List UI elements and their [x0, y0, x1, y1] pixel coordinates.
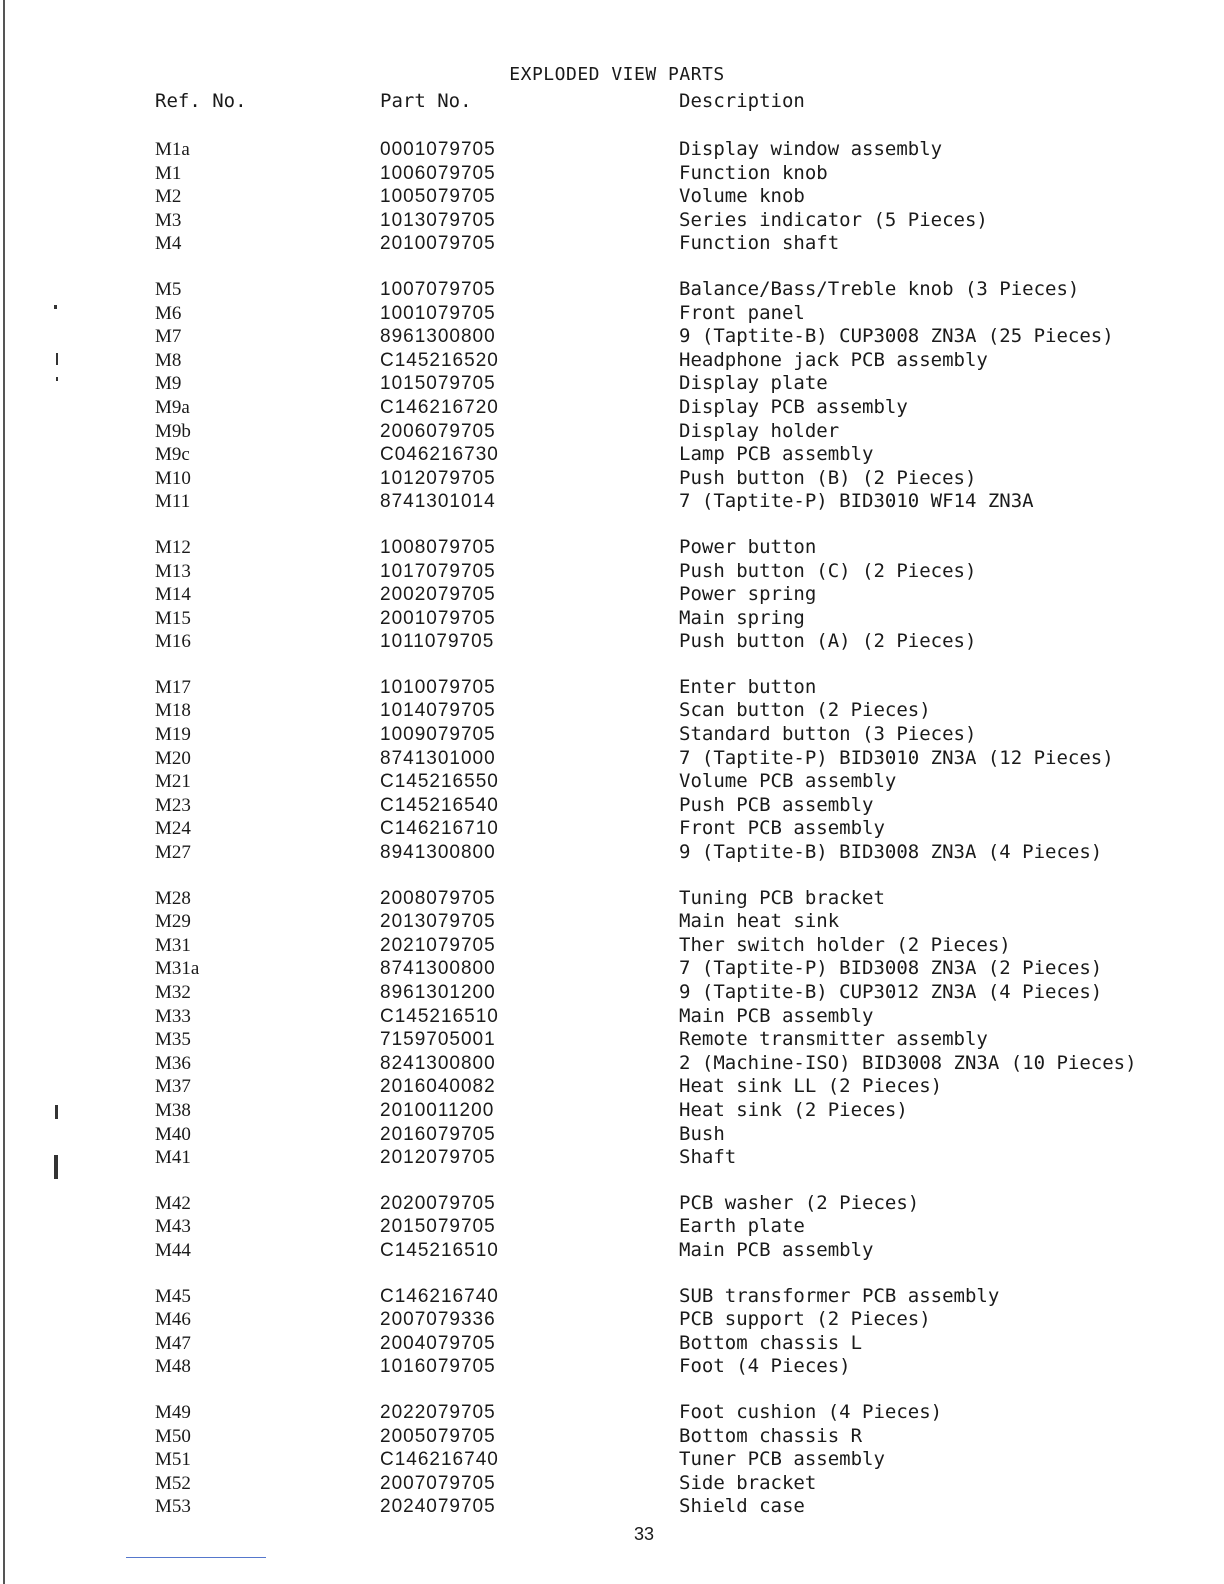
ref-cell: M20	[155, 747, 191, 769]
part-number-cell: 7159705001	[380, 1029, 496, 1051]
description-cell: Volume PCB assembly	[679, 770, 897, 793]
table-row	[0, 372, 1224, 396]
description-cell: Standard button (3 Pieces)	[679, 723, 977, 746]
ref-cell: M47	[155, 1332, 191, 1354]
part-number-cell: 8941300800	[380, 842, 496, 864]
description-cell: 9 (Taptite-B) CUP3008 ZN3A (25 Pieces)	[679, 325, 1114, 348]
ref-cell: M33	[155, 1005, 191, 1027]
table-row	[0, 841, 1224, 865]
part-number-cell: 2008079705	[380, 887, 496, 909]
ref-cell: M16	[155, 631, 191, 653]
part-number-cell: 2006079705	[380, 420, 496, 442]
part-number-cell: 1012079705	[380, 467, 496, 489]
description-cell: Earth plate	[679, 1215, 805, 1238]
table-row	[0, 278, 1224, 302]
row-group	[0, 536, 1224, 654]
part-number-cell: 1007079705	[380, 278, 496, 300]
table-row	[0, 209, 1224, 233]
table-row	[0, 1239, 1224, 1263]
part-number-cell: 1005079705	[380, 186, 496, 208]
ref-cell: M21	[155, 771, 191, 793]
part-number-cell: 2021079705	[380, 934, 496, 956]
part-number-cell: C146216740	[380, 1449, 499, 1471]
ref-cell: M14	[155, 584, 191, 606]
table-row	[0, 1495, 1224, 1519]
ref-cell: M15	[155, 607, 191, 629]
part-number-cell: C046216730	[380, 444, 499, 466]
part-number-cell: 8741300800	[380, 958, 496, 980]
table-row	[0, 1123, 1224, 1147]
description-cell: Shield case	[679, 1495, 805, 1518]
ref-cell: M6	[155, 302, 182, 324]
ref-cell: M50	[155, 1425, 191, 1447]
ref-cell: M41	[155, 1147, 191, 1169]
table-header	[0, 90, 1224, 116]
table-row	[0, 396, 1224, 420]
table-row	[0, 770, 1224, 794]
description-cell: Side bracket	[679, 1471, 817, 1494]
ref-cell: M13	[155, 560, 191, 582]
part-number-cell: 1009079705	[380, 724, 496, 746]
part-number-cell: 2020079705	[380, 1192, 496, 1214]
table-row	[0, 723, 1224, 747]
part-number-cell: 2022079705	[380, 1401, 496, 1423]
header-description: Description	[679, 90, 805, 112]
ref-cell: M4	[155, 233, 182, 255]
part-number-cell: C145216520	[380, 349, 499, 371]
description-cell: 9 (Taptite-B) BID3008 ZN3A (4 Pieces)	[679, 841, 1103, 864]
part-number-cell: 2016079705	[380, 1123, 496, 1145]
description-cell: Foot (4 Pieces)	[679, 1355, 851, 1378]
part-number-cell: 8961301200	[380, 982, 496, 1003]
table-row	[0, 232, 1224, 256]
table-row	[0, 1192, 1224, 1216]
part-number-cell: 2007079705	[380, 1472, 496, 1494]
description-cell: Front PCB assembly	[679, 817, 885, 840]
ref-cell: M32	[155, 982, 191, 1003]
ref-cell: M27	[155, 842, 191, 864]
table-row	[0, 1332, 1224, 1356]
description-cell: Bottom chassis R	[679, 1424, 863, 1447]
table-row	[0, 957, 1224, 981]
description-cell: 7 (Taptite-P) BID3010 ZN3A (12 Pieces)	[679, 746, 1114, 769]
part-number-cell: 8741301000	[380, 747, 496, 769]
part-number-cell: 1013079705	[380, 209, 496, 231]
table-row	[0, 467, 1224, 491]
part-number-cell: 2005079705	[380, 1425, 496, 1447]
description-cell: 9 (Taptite-B) CUP3012 ZN3A (4 Pieces)	[679, 981, 1103, 1003]
ref-cell: M51	[155, 1449, 191, 1471]
description-cell: Push PCB assembly	[679, 793, 874, 816]
part-number-cell: 2007079336	[380, 1309, 496, 1331]
table-row	[0, 934, 1224, 958]
ref-cell: M2	[155, 186, 182, 208]
description-cell: PCB support (2 Pieces)	[679, 1308, 931, 1331]
ref-cell: M40	[155, 1123, 191, 1145]
ref-cell: M52	[155, 1472, 191, 1494]
description-cell: Tuner PCB assembly	[679, 1448, 885, 1471]
table-row	[0, 981, 1224, 1005]
description-cell: 2 (Machine-ISO) BID3008 ZN3A (10 Pieces)	[679, 1051, 1137, 1074]
ref-cell: M1	[155, 162, 182, 184]
table-row	[0, 1146, 1224, 1170]
part-number-cell: 8961300800	[380, 326, 496, 348]
table-row	[0, 794, 1224, 818]
part-number-cell: C145216550	[380, 771, 499, 793]
ref-cell: M37	[155, 1076, 191, 1098]
ref-cell: M48	[155, 1356, 191, 1378]
table-row	[0, 138, 1224, 162]
part-number-cell: 1010079705	[380, 676, 496, 698]
description-cell: Main PCB assembly	[679, 1004, 874, 1027]
description-cell: Shaft	[679, 1146, 737, 1169]
description-cell: Remote transmitter assembly	[679, 1028, 988, 1051]
table-row	[0, 887, 1224, 911]
ref-cell: M17	[155, 676, 191, 698]
part-number-cell: 1001079705	[380, 302, 496, 324]
part-number-cell: 1017079705	[380, 560, 496, 582]
description-cell: Enter button	[679, 675, 817, 698]
description-cell: Volume knob	[679, 185, 805, 208]
table-row	[0, 1215, 1224, 1239]
table-row	[0, 185, 1224, 209]
table-row	[0, 817, 1224, 841]
ref-cell: M29	[155, 911, 191, 933]
description-cell: Display holder	[679, 419, 840, 442]
part-number-cell: C145216510	[380, 1005, 499, 1027]
scan-specks	[52, 305, 66, 1185]
speck	[56, 377, 58, 381]
ref-cell: M5	[155, 278, 182, 300]
table-row	[0, 443, 1224, 467]
table-row	[0, 1472, 1224, 1496]
table-row	[0, 560, 1224, 584]
ref-cell: M23	[155, 794, 191, 816]
description-cell: Series indicator (5 Pieces)	[679, 208, 988, 231]
ref-cell: M18	[155, 700, 191, 722]
speck	[54, 305, 57, 309]
ref-cell: M38	[155, 1099, 191, 1121]
description-cell: PCB washer (2 Pieces)	[679, 1191, 920, 1214]
description-cell: Bottom chassis L	[679, 1331, 863, 1354]
part-number-cell: C145216540	[380, 794, 499, 816]
description-cell: Function shaft	[679, 232, 840, 255]
row-group	[0, 138, 1224, 256]
description-cell: Push button (B) (2 Pieces)	[679, 466, 977, 489]
ref-cell: M45	[155, 1285, 191, 1307]
description-cell: Heat sink (2 Pieces)	[679, 1098, 908, 1121]
footnote-rule	[126, 1557, 266, 1558]
description-cell: Power button	[679, 535, 817, 558]
ref-cell: M53	[155, 1496, 191, 1518]
table-row	[0, 325, 1224, 349]
description-cell: SUB transformer PCB assembly	[679, 1284, 1000, 1307]
table-row	[0, 607, 1224, 631]
part-number-cell: 2016040082	[380, 1076, 496, 1098]
part-number-cell: 1008079705	[380, 536, 496, 558]
part-number-cell: 1014079705	[380, 700, 496, 722]
description-cell: 7 (Taptite-P) BID3010 WF14 ZN3A	[679, 490, 1034, 513]
description-cell: Main spring	[679, 606, 805, 629]
table-row	[0, 747, 1224, 771]
description-cell: Headphone jack PCB assembly	[679, 348, 988, 371]
part-number-cell: 2013079705	[380, 911, 496, 933]
row-group	[0, 278, 1224, 514]
table-row	[0, 910, 1224, 934]
table-row	[0, 1448, 1224, 1472]
description-cell: Display PCB assembly	[679, 395, 908, 418]
table-row	[0, 1355, 1224, 1379]
table-row	[0, 1285, 1224, 1309]
speck	[55, 1105, 58, 1119]
ref-cell: M19	[155, 724, 191, 746]
ref-cell: M49	[155, 1401, 191, 1423]
part-number-cell: C146216720	[380, 396, 499, 418]
table-row	[0, 302, 1224, 326]
part-number-cell: 1015079705	[380, 373, 496, 395]
speck	[56, 353, 58, 365]
ref-cell: M8	[155, 349, 182, 371]
page-title: EXPLODED VIEW PARTS	[509, 64, 725, 85]
part-number-cell: 2010011200	[380, 1099, 495, 1121]
description-cell: Power spring	[679, 583, 817, 606]
ref-cell: M43	[155, 1216, 191, 1238]
part-number-cell: C146216710	[380, 818, 499, 840]
description-cell: Heat sink LL (2 Pieces)	[679, 1075, 943, 1098]
header-part: Part No.	[380, 90, 472, 112]
table-row	[0, 162, 1224, 186]
table-row	[0, 676, 1224, 700]
table-row	[0, 630, 1224, 654]
ref-cell: M9	[155, 373, 182, 395]
description-cell: Push button (C) (2 Pieces)	[679, 559, 977, 582]
ref-cell: M44	[155, 1239, 191, 1261]
table-row	[0, 1401, 1224, 1425]
ref-cell: M36	[155, 1052, 191, 1074]
description-cell: Function knob	[679, 161, 828, 184]
part-number-cell: 2010079705	[380, 233, 496, 255]
ref-cell: M42	[155, 1192, 191, 1214]
description-cell: Main PCB assembly	[679, 1238, 874, 1261]
ref-cell: M11	[155, 491, 191, 513]
description-cell: Bush	[679, 1122, 725, 1145]
table-row	[0, 1028, 1224, 1052]
table-row	[0, 490, 1224, 514]
ref-cell: M46	[155, 1309, 191, 1331]
row-group	[0, 1285, 1224, 1379]
part-number-cell: 0001079705	[380, 139, 496, 160]
ref-cell: M31a	[155, 958, 200, 980]
table-row	[0, 583, 1224, 607]
parts-table	[0, 138, 1224, 1541]
description-cell: Scan button (2 Pieces)	[679, 699, 931, 722]
table-row	[0, 536, 1224, 560]
description-cell: Push button (A) (2 Pieces)	[679, 630, 977, 653]
part-number-cell: 2012079705	[380, 1147, 496, 1169]
ref-cell: M28	[155, 887, 191, 909]
ref-cell: M12	[155, 536, 191, 558]
row-group	[0, 887, 1224, 1170]
part-number-cell: 8741301014	[380, 491, 496, 513]
ref-cell: M9c	[155, 444, 190, 466]
table-row	[0, 1099, 1224, 1123]
part-number-cell: 2001079705	[380, 607, 496, 629]
ref-cell: M7	[155, 326, 182, 348]
ref-cell: M24	[155, 818, 191, 840]
ref-cell: M1a	[155, 139, 190, 160]
table-row	[0, 420, 1224, 444]
part-number-cell: 2024079705	[380, 1496, 496, 1518]
table-row	[0, 349, 1224, 373]
ref-cell: M9b	[155, 420, 191, 442]
table-row	[0, 1075, 1224, 1099]
ref-cell: M35	[155, 1029, 191, 1051]
description-cell: Foot cushion (4 Pieces)	[679, 1400, 943, 1423]
ref-cell: M9a	[155, 396, 190, 418]
description-cell: Balance/Bass/Treble knob (3 Pieces)	[679, 277, 1080, 300]
description-cell: 7 (Taptite-P) BID3008 ZN3A (2 Pieces)	[679, 957, 1103, 980]
row-group	[0, 1401, 1224, 1519]
table-row	[0, 699, 1224, 723]
description-cell: Lamp PCB assembly	[679, 443, 874, 466]
speck	[54, 1155, 58, 1179]
ref-cell: M3	[155, 209, 182, 231]
part-number-cell: 1016079705	[380, 1356, 496, 1378]
table-row	[0, 1005, 1224, 1029]
part-number-cell: 2015079705	[380, 1216, 496, 1238]
part-number-cell: C145216510	[380, 1239, 499, 1261]
description-cell: Ther switch holder (2 Pieces)	[679, 933, 1011, 956]
table-row	[0, 1425, 1224, 1449]
description-cell: Display plate	[679, 372, 828, 395]
part-number-cell: 1006079705	[380, 162, 496, 184]
part-number-cell: 1011079705	[380, 631, 495, 653]
part-number-cell: 8241300800	[380, 1052, 496, 1074]
part-number-cell: 2002079705	[380, 584, 496, 606]
description-cell: Tuning PCB bracket	[679, 886, 885, 909]
description-cell: Front panel	[679, 301, 805, 324]
part-number-cell: 2004079705	[380, 1332, 496, 1354]
row-group	[0, 676, 1224, 865]
row-group	[0, 1192, 1224, 1263]
page-number: 33	[634, 1524, 655, 1544]
ref-cell: M10	[155, 467, 191, 489]
table-row	[0, 1308, 1224, 1332]
part-number-cell: C146216740	[380, 1285, 499, 1307]
header-ref: Ref. No.	[155, 90, 247, 112]
table-row	[0, 1052, 1224, 1076]
description-cell: Main heat sink	[679, 910, 840, 933]
ref-cell: M31	[155, 934, 191, 956]
description-cell: Display window assembly	[679, 138, 943, 160]
